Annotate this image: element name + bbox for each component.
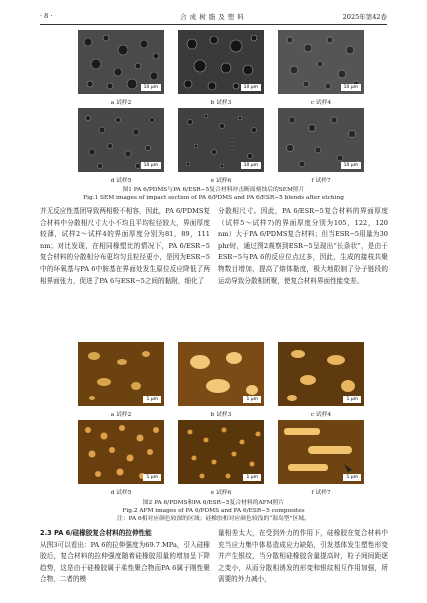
figure-1-caption-en: Fig.1 SEM images of impact section of PA 6/PDMS and PA 6/ESR−5 blends after etching [83,195,344,201]
page-number: · 8 · [40,12,53,20]
panel-caption: c 试样4 [310,412,332,418]
sem-image [278,30,364,94]
figure-1-caption [40,186,387,202]
sem-image [278,108,364,172]
panel-caption: f 试样7 [311,490,331,496]
body-text-right-2 [218,528,388,586]
body-text-left-2 [40,528,210,586]
panel-caption: b 试样3 [210,100,232,106]
figure-2-caption-cn: 图2 PA 6/PDMS和PA 6/ESR−5复合材料的AFM照片 [142,500,285,506]
scale-bar: 10 μm [141,162,161,169]
afm-image [78,342,164,406]
scale-bar: 1 μm [243,474,261,481]
panel-caption: c 试样4 [310,100,332,106]
paragraph: 量相差太大，在受到外力的作用下，硅橡胶在复合材料中充当应力集中体易造成应力缺陷，引发基体发生塑性形变并产生银纹，当分散相硅橡胶含量提高时，粒子间间距逐之变小，从而分散相诱发的形变和银纹相互作用加强，所需要的外力减小， [218,529,388,584]
scale-bar: 1 μm [343,396,361,403]
body-text-right-1 [218,206,388,287]
scale-bar: 10 μm [141,84,161,91]
scale-bar: 10 μm [241,84,261,91]
sem-image [178,30,264,94]
sem-image [78,30,164,94]
afm-image [178,420,264,484]
afm-image [78,420,164,484]
scale-bar: 1 μm [243,396,261,403]
scale-bar: 10 μm [341,162,361,169]
figure-2-caption [40,499,387,523]
running-header [40,10,387,22]
panel-caption: d 试样5 [110,490,132,496]
sem-image [178,108,264,172]
afm-image [278,420,364,484]
body-text-left-1 [40,206,210,287]
section-heading: 2.3 PA 6/硅橡胶复合材料的拉伸性能 [40,529,152,537]
panel-caption: f 试样7 [311,178,331,184]
paragraph: 分散相尺寸。因此，PA 6/ESR−5复合材料的界面厚度（试样5～试样7)的界面厚度分别为105，122，120 nm）大于PA 6/PDMS复合材料；但当ESR−5用量为30 phr时，通过图2观察到ESR−5呈现出“长条状”，是由于ESR−5与PA 6的反应位点过多，因此，生成的接枝共聚物数目增加，提高了熔体黏度，极大地限制了分子链段的运动导致分散相团聚，使复合材料界面性能变差。 [218,207,388,285]
figure-1-caption-cn: 图1 PA 6/PDMS与PA 6/ESR−5复合材料冲击断面刻蚀后的SEM照片 [122,187,305,193]
panel-caption: a 试样2 [110,412,132,418]
year-volume: 2025年第42卷 [342,13,387,21]
paragraph: 从图3可以看出：PA 6的拉伸强度为69.7 MPa，引入硅橡胶后，复合材料的拉伸强度随着硅橡胶用量的增加呈下降趋势，这是由于硅橡胶属于柔性聚合物而PA 6属于刚性聚合物，二者的模 [40,540,210,584]
scale-bar: 1 μm [343,474,361,481]
sem-image [78,108,164,172]
scale-bar: 1 μm [143,396,161,403]
panel-caption: d 试样5 [110,178,132,184]
paragraph: 并无反应性基团导致两相极不相容，因此，PA 6/PDMS复合材料中分散相尺寸大小不均且平均粒径较大，界面厚度较薄，试样2～试样4的界面厚度分别为81，89，111 nm；对比发现，在相同橡塑比的情况下，PA 6/ESR−5复合材料的分散相分布更均匀且粒径更小，是因为ESR−5中的环氧基与PA 6中胺基在界面处发生原位反应降低了两相界面张力，促进了PA 6与ESR−5之间的黏附，细化了 [40,207,210,285]
scale-bar: 10 μm [341,84,361,91]
afm-image [178,342,264,406]
panel-caption: e 试样6 [210,490,232,496]
afm-image [278,342,364,406]
panel-caption: b 试样3 [210,412,232,418]
journal-title: 合成树脂及塑料 [180,13,247,21]
figure-2-caption-en: Fig.2 AFM images of PA 6/PDMS and PA 6/ESR−5 composites [122,508,305,514]
panel-caption: a 试样2 [110,100,132,106]
scale-bar: 10 μm [241,162,261,169]
figure-2-note: 注：PA 6相对应颜色较深的区域；硅橡胶相对应颜色较浅的“海岛型”区域。 [117,516,310,522]
panel-caption: e 试样6 [210,178,232,184]
scale-bar: 1 μm [143,474,161,481]
header-rule [40,24,387,25]
